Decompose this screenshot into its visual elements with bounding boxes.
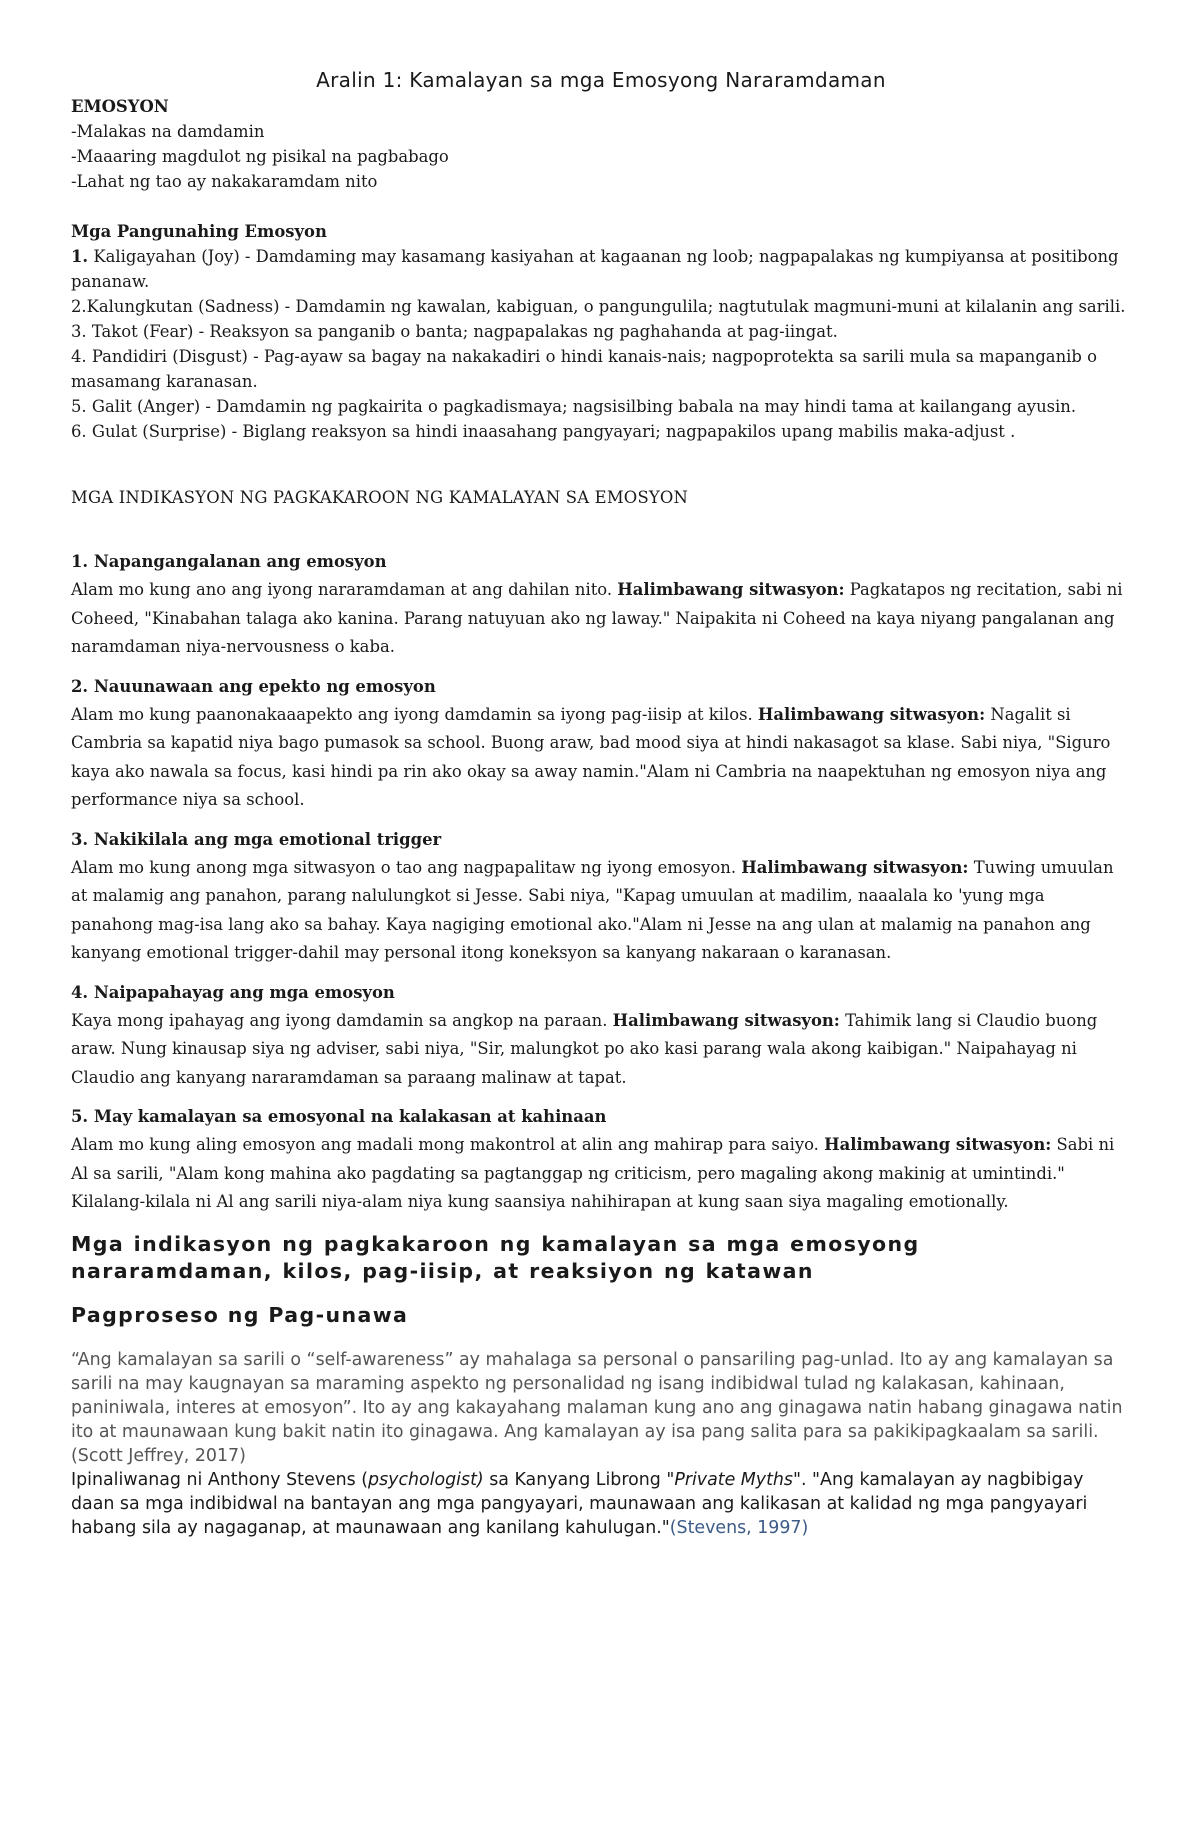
closing-paragraph-1: “Ang kamalayan sa sarili o “self-awareness” ay mahalaga sa personal o pansariling pag-unlad. Ito ay ang kamalayan sa sarili na may kaugnayan sa maraming aspekto ng personalidad ng isang indibidwal tulad ng kalakasan, kahinaan, paniniwala, interes at emosyon”. Ito ay ang kakayahang malaman kung ano ang ginagawa natin habang ginagawa natin ito at maunawaan kung bakit natin ito ginagawa. Ang kamalayan ay isa pang salita para sa pakikipagkaalam sa sarili. (Scott Jeffrey, 2017) <box>71 1350 1123 1466</box>
indicator-item <box>71 980 1131 1093</box>
pangunahing-heading: Mga Pangunahing Emosyon <box>71 222 327 241</box>
indicator-body <box>71 1007 1131 1093</box>
emotion-item-1 <box>71 244 1131 294</box>
indicator-body <box>71 701 1131 815</box>
indicator-title: 5. May kamalayan sa emosyonal na kalakasan at kahinaan <box>71 1107 607 1126</box>
indicators-list <box>71 549 1131 1217</box>
indicator-example-label: Halimbawang sitwasyon: <box>824 1135 1052 1154</box>
indicator-example: Nagalit si Cambria sa kapatid niya bago pumasok sa school. Buong araw, bad mood siya at hindi nakasagot sa klase. Sabi niya, "Siguro kaya ako nawala sa focus, kasi hindi pa rin ako okay sa away namin."Alam ni Cambria na naapektuhan ng emosyon niya ang performance niya sa school. <box>71 704 1111 809</box>
indicator-example: Sabi ni Al sa sarili, "Alam kong mahina ako pagdating sa pagtanggap ng criticism, pero magaling akong makinig at umintindi." Kilalang-kilala ni Al ang sarili niya-alam niya kung saansiya nahihirapan at kung saan siya magaling emotionally. <box>71 1135 1115 1211</box>
indicator-intro: Alam mo kung aling emosyon ang madali mong makontrol at alin ang mahirap para saiyo. <box>71 1135 825 1154</box>
emosyon-heading: EMOSYON <box>71 97 169 116</box>
para2-text: ". "Ang kamalayan ay nagbibigay daan sa mga indibidwal na bantayan ang mga pangyayari, maunawaan ang kalikasan at kalidad ng mga pangyayari habang sila ay nagaganap, at maunawaan ang kanilang kahulugan." <box>71 1470 1088 1538</box>
emotion-item-text: Kaligayahan (Joy) - Damdaming may kasamang kasiyahan at kagaanan ng loob; nagpapalakas ng kumpiyansa at positibong pananaw. <box>71 247 1119 291</box>
indicator-title: 2. Nauunawaan ang epekto ng emosyon <box>71 676 436 696</box>
emotion-item-number: 1. <box>71 247 89 266</box>
indicator-intro: Kaya mong ipahayag ang iyong damdamin sa angkop na paraan. <box>71 1010 613 1030</box>
document-page <box>71 68 1131 1540</box>
emosyon-line: -Malakas na damdamin <box>71 122 265 141</box>
indicator-example-label: Halimbawang sitwasyon: <box>612 1010 840 1030</box>
emotion-item-3: 3. Takot (Fear) - Reaksyon sa panganib o banta; nagpapalakas ng paghahanda at pag-iingat. <box>71 322 838 341</box>
closing-paragraph-2 <box>71 1468 1131 1540</box>
indicator-example-label: Halimbawang sitwasyon: <box>741 857 969 877</box>
indicator-example: Tahimik lang si Claudio buong araw. Nung kinausap siya ng adviser, sabi niya, "Sir, malungkot po ako kasi parang wala akong kaibigan." Naipahayag ni Claudio ang kanyang nararamdaman sa paraang malinaw at tapat. <box>71 1010 1098 1087</box>
emotion-item-5: 5. Galit (Anger) - Damdamin ng pagkairita o pagkadismaya; nagsisilbing babala na may hindi tama at kailangang ayusin. <box>71 397 1077 416</box>
indicator-item <box>71 549 1131 662</box>
emosyon-line: -Lahat ng tao ay nakakaramdam nito <box>71 172 378 191</box>
emotion-item-6: 6. Gulat (Surprise) - Biglang reaksyon sa hindi inaasahang pangyayari; nagpapakilos upang mabilis maka-adjust . <box>71 422 1016 441</box>
indicator-body <box>71 854 1131 968</box>
para2-text: sa Kanyang Librong " <box>483 1470 675 1490</box>
indicator-body <box>71 576 1131 662</box>
indicator-body <box>71 1131 1131 1217</box>
emosyon-line: -Maaaring magdulot ng pisikal na pagbabago <box>71 147 449 166</box>
indikasyon-heading: MGA INDIKASYON NG PAGKAKAROON NG KAMALAYAN SA EMOSYON <box>71 488 689 507</box>
indicator-example-label: Halimbawang sitwasyon: <box>757 704 986 724</box>
emosyon-section <box>71 94 1131 194</box>
indicator-title: 3. Nakikilala ang mga emotional trigger <box>71 829 442 849</box>
closing-heading: Mga indikasyon ng pagkakaroon ng kamalayan sa mga emosyong nararamdaman, kilos, pag-iisip, at reaksiyon ng katawan <box>71 1231 920 1283</box>
citation-link[interactable]: (Stevens, 1997) <box>669 1518 809 1538</box>
indicator-intro: Alam mo kung anong mga sitwasyon o tao ang nagpapalitaw ng iyong emosyon. <box>71 857 742 877</box>
indicator-title: 1. Napangangalanan ang emosyon <box>71 552 387 571</box>
indicator-item <box>71 1104 1131 1217</box>
indicator-example: Tuwing umuulan at malamig ang panahon, parang nalulungkot si Jesse. Sabi niya, "Kapag umuulan at madilim, naaalala ko 'yung mga panahong mag-isa lang ako sa bahay. Kaya nagiging emotional ako."Alam ni Jesse na ang ulan at malamig na panahon ang kanyang emotional trigger-dahil may personal itong koneksyon sa kanyang nakaraan o karanasan. <box>71 857 1114 962</box>
para2-book-title: Private Myths <box>674 1470 793 1490</box>
indicator-item <box>71 674 1131 815</box>
pangunahing-section <box>71 219 1131 444</box>
para2-text: Ipinaliwanag ni Anthony Stevens ( <box>71 1470 369 1490</box>
closing-subheading: Pagproseso ng Pag-unawa <box>71 1302 409 1327</box>
lesson-title: Aralin 1: Kamalayan sa mga Emosyong Nararamdaman <box>316 68 886 92</box>
emotion-item-2: 2.Kalungkutan (Sadness) - Damdamin ng kawalan, kabiguan, o pangungulila; nagtutulak magmuni-muni at kilalanin ang sarili. <box>71 297 1126 316</box>
para2-psychologist: psychologist) <box>368 1470 484 1490</box>
indicator-title: 4. Naipapahayag ang mga emosyon <box>71 982 395 1002</box>
indicator-item <box>71 827 1131 968</box>
indicator-example: Pagkatapos ng recitation, sabi ni Coheed, "Kinabahan talaga ako kanina. Parang natuyuan ako ng laway." Naipakita ni Coheed na kaya niyang pangalanan ang naramdaman niya-nervousness o kaba. <box>71 580 1123 656</box>
indicator-example-label: Halimbawang sitwasyon: <box>617 580 845 599</box>
indicator-intro: Alam mo kung paanonakaaapekto ang iyong damdamin sa iyong pag-iisip at kilos. <box>71 704 758 724</box>
emotion-item-4: 4. Pandidiri (Disgust) - Pag-ayaw sa bagay na nakakadiri o hindi kanais-nais; nagpoprotekta sa sarili mula sa mapanganib o masamang karanasan. <box>71 347 1097 391</box>
indicator-intro: Alam mo kung ano ang iyong nararamdaman at ang dahilan nito. <box>71 580 618 599</box>
